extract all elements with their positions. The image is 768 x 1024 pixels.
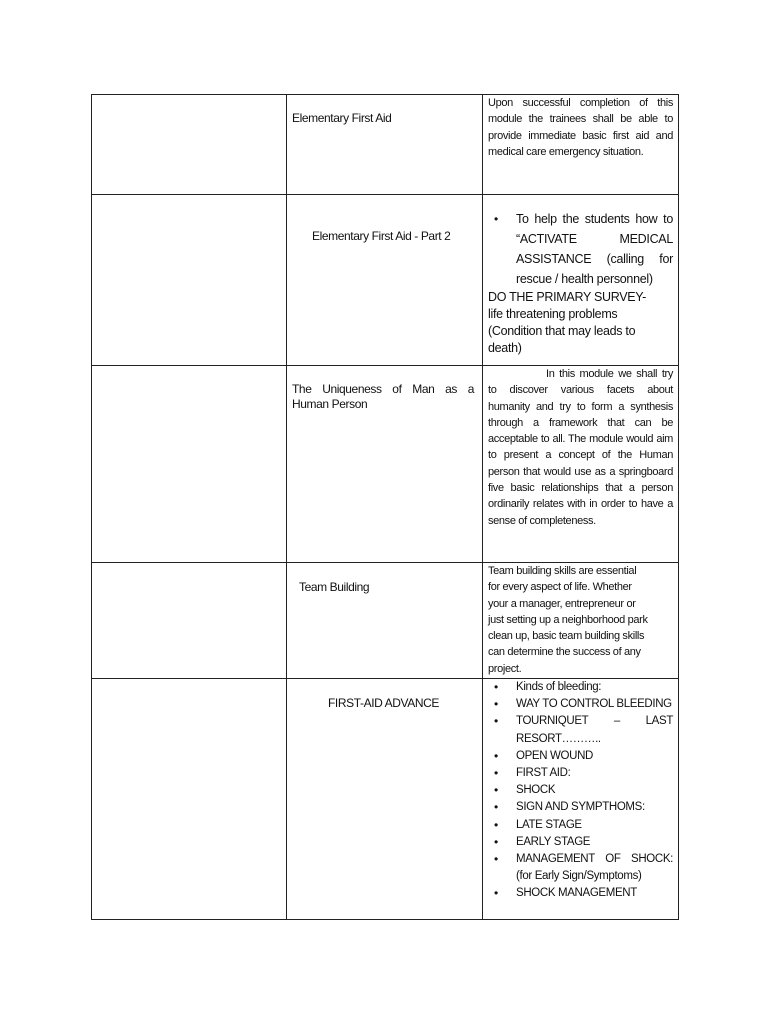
module-title: The Uniqueness of Man as a Human Person bbox=[292, 382, 474, 411]
list-item: • SIGN AND SYMPTHOMS: bbox=[488, 799, 673, 816]
module-description-cell bbox=[483, 679, 679, 920]
list-item: • To help the students how to “ACTIVATE MEDICAL ASSISTANCE (calling for rescue / health personnel) bbox=[488, 209, 673, 289]
list-item: • WAY TO CONTROL BLEEDING bbox=[488, 696, 673, 713]
module-title: FIRST-AID ADVANCE bbox=[328, 696, 439, 710]
list-item: life threatening problems bbox=[488, 307, 618, 321]
topic-list bbox=[488, 679, 673, 903]
module-title-cell bbox=[287, 195, 483, 366]
list-item: • TOURNIQUET – LAST RESORT……….. bbox=[488, 713, 673, 747]
module-title-cell bbox=[287, 366, 483, 563]
module-description-cell bbox=[483, 366, 679, 563]
empty-cell bbox=[92, 366, 287, 563]
module-description-cell bbox=[483, 95, 679, 195]
list-item: can determine the success of any bbox=[488, 646, 641, 659]
empty-cell bbox=[92, 563, 287, 679]
module-title-cell bbox=[287, 95, 483, 195]
list-item: Team building skills are essential bbox=[488, 565, 637, 577]
list-item: • Kinds of bleeding: bbox=[488, 679, 673, 696]
list-item: project. bbox=[488, 662, 522, 675]
list-item: • SHOCK MANAGEMENT bbox=[488, 885, 673, 902]
module-title-cell bbox=[287, 563, 483, 679]
list-item: • SHOCK bbox=[488, 782, 673, 799]
list-item: (Condition that may leads to bbox=[488, 324, 636, 338]
list-item: death) bbox=[488, 341, 522, 355]
empty-cell bbox=[92, 679, 287, 920]
list-item: for every aspect of life. Whether bbox=[488, 581, 632, 594]
module-description-cell bbox=[483, 195, 679, 366]
module-description: Upon successful completion of this module the trainees shall be able to provide immediate basic first aid and medical care emergency situation. bbox=[488, 97, 673, 158]
module-description-cell bbox=[483, 563, 679, 679]
module-title: Team Building bbox=[299, 580, 370, 594]
empty-cell bbox=[92, 95, 287, 195]
module-title: Elementary First Aid bbox=[292, 111, 392, 125]
empty-cell bbox=[92, 195, 287, 366]
table-row bbox=[92, 366, 679, 563]
list-item: • MANAGEMENT OF SHOCK: (for Early Sign/Symptoms) bbox=[488, 851, 673, 885]
list-item: DO THE PRIMARY SURVEY- bbox=[488, 290, 647, 304]
table-row bbox=[92, 95, 679, 195]
list-item: • LATE STAGE bbox=[488, 817, 673, 834]
modules-table bbox=[91, 94, 679, 920]
table-row bbox=[92, 679, 679, 920]
table-row bbox=[92, 563, 679, 679]
list-item: your a manager, entrepreneur or bbox=[488, 597, 636, 610]
list-item: • FIRST AID: bbox=[488, 765, 673, 782]
module-title-cell bbox=[287, 679, 483, 920]
module-description: In this module we shall try to discover various facets about humanity and try to form a synthesis through a framework that can be acceptable to all. The module would aim to present a concept of the Human person that would use as a springboard five basic relationships that a person ordinarily relates with in order to have a sense of completeness. bbox=[488, 368, 673, 527]
list-item: • OPEN WOUND bbox=[488, 748, 673, 765]
module-title: Elementary First Aid - Part 2 bbox=[312, 229, 451, 243]
list-item: • EARLY STAGE bbox=[488, 834, 673, 851]
table-row bbox=[92, 195, 679, 366]
list-item: clean up, basic team building skills bbox=[488, 630, 645, 643]
list-item: just setting up a neighborhood park bbox=[488, 613, 648, 626]
